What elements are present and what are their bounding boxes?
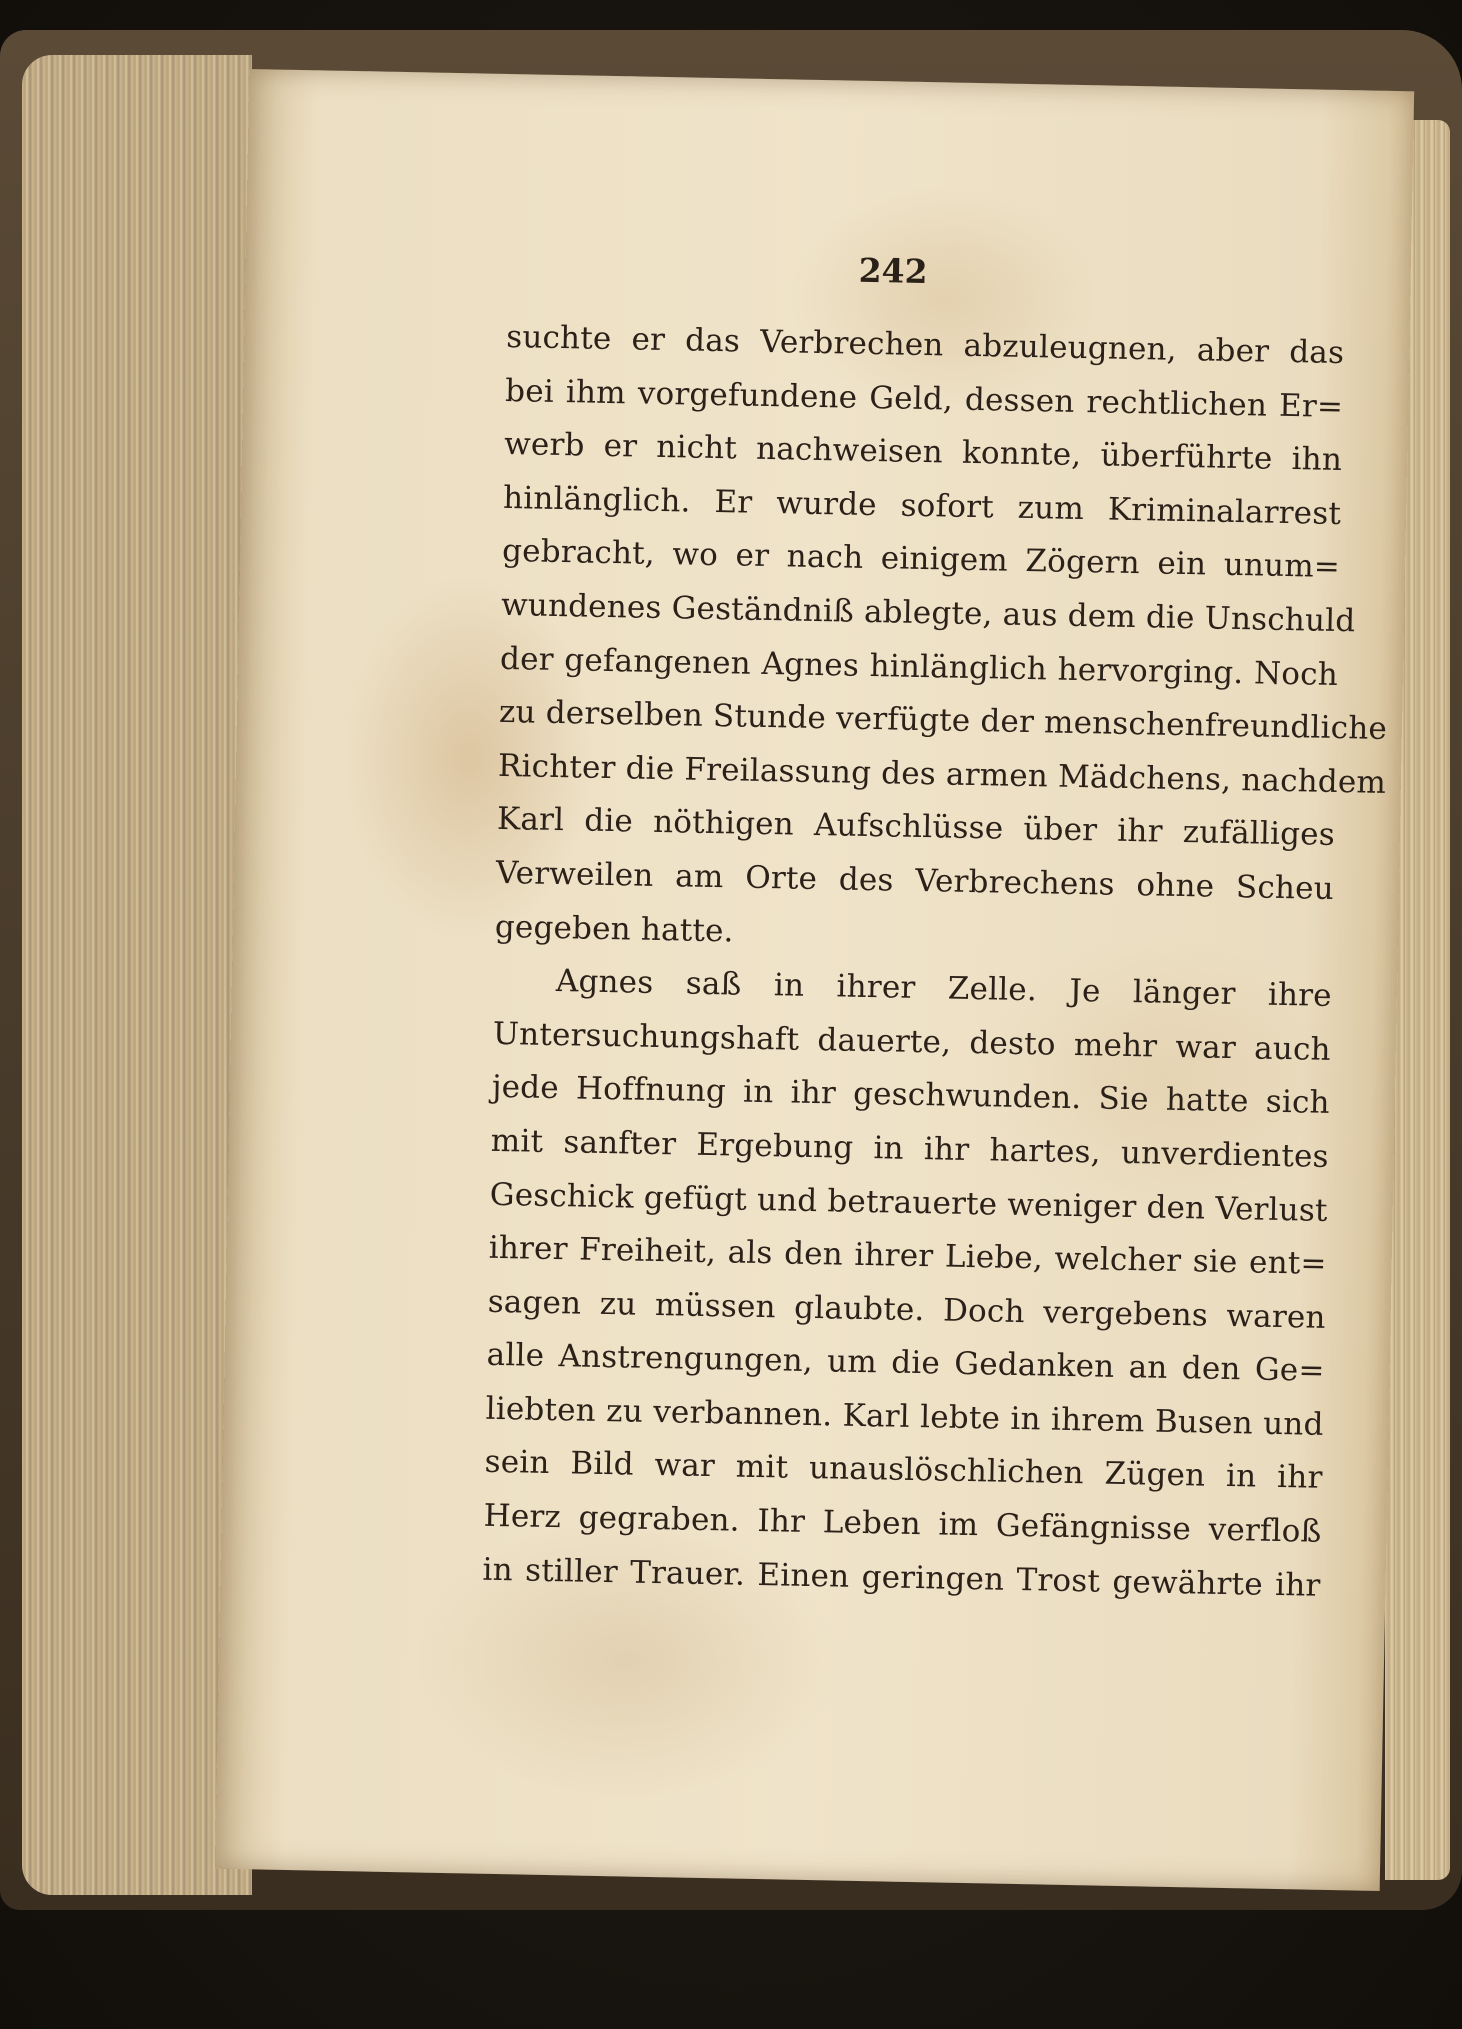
- text-line: Richter die Freilassung des armen Mädchens, nachdem: [497, 747, 1387, 801]
- text-line: wundenes Geständniß ablegte, aus dem die Unschuld: [500, 586, 1356, 640]
- book-page: [215, 69, 1414, 1891]
- page-text: [482, 311, 1388, 1613]
- text-line: Untersuchungshaft dauerte, desto mehr war auch: [492, 1015, 1332, 1068]
- text-line: Herz gegraben. Ihr Leben im Gefängnisse verfloß: [483, 1497, 1322, 1550]
- text-line: Geschick gefügt und betrauerte weniger den Verlust: [489, 1176, 1329, 1229]
- text-line: Verweilen am Orte des Verbrechens ohne Scheu: [495, 854, 1335, 907]
- text-line: sein Bild war mit unauslöschlichen Zügen in ihr: [484, 1444, 1323, 1497]
- text-line: bei ihm vorgefundene Geld, dessen rechtlichen Er=: [504, 372, 1344, 425]
- text-line: Karl die nöthigen Aufschlüsse über ihr zufälliges: [496, 801, 1336, 854]
- text-line: suchte er das Verbrechen abzuleugnen, aber das: [505, 318, 1345, 372]
- text-line: zu derselben Stunde verfügte der menschenfreundliche: [498, 694, 1388, 748]
- text-line: Agnes saß in ihrer Zelle. Je länger ihre: [555, 963, 1333, 1015]
- text-line: ihrer Freiheit, als den ihrer Liebe, welcher sie ent=: [488, 1229, 1327, 1282]
- text-line: mit sanfter Ergebung in ihr hartes, unverdientes: [490, 1122, 1330, 1175]
- text-line: werb er nicht nachweisen konnte, überführte ihn: [503, 426, 1343, 479]
- page-number: 242: [858, 250, 928, 292]
- text-line: in stiller Trauer. Einen geringen Trost gewährte ihr: [482, 1551, 1321, 1604]
- text-line: gegeben hatte.: [494, 908, 735, 949]
- text-line: jede Hoffnung in ihr geschwunden. Sie hatte sich: [491, 1069, 1331, 1122]
- text-line: alle Anstrengungen, um die Gedanken an den Ge=: [486, 1337, 1325, 1390]
- left-page-stack: [22, 55, 252, 1895]
- text-line: gebracht, wo er nach einigem Zögern ein unum=: [501, 533, 1341, 586]
- text-line: sagen zu müssen glaubte. Doch vergebens waren: [487, 1283, 1326, 1336]
- text-line: hinlänglich. Er wurde sofort zum Kriminalarrest: [502, 479, 1342, 532]
- text-line: liebten zu verbannen. Karl lebte in ihrem Busen und: [485, 1390, 1324, 1443]
- text-line: der gefangenen Agnes hinlänglich hervorging. Noch: [499, 640, 1339, 693]
